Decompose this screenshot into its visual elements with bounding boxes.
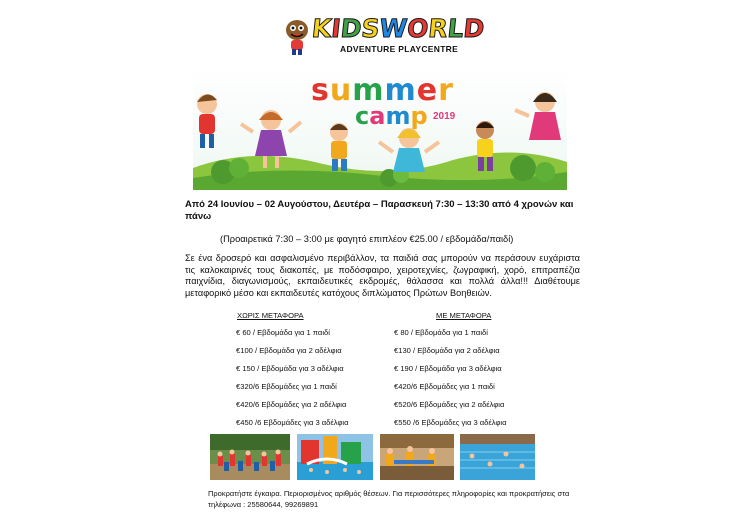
price-row: € 150 / Εβδομάδα για 3 αδέλφια (236, 364, 344, 373)
price-row: €520/6 Εβδομάδες για 2 αδέλφια (394, 400, 505, 409)
price-row: €320/6 Εβδομάδες για 1 παιδί (236, 382, 337, 391)
logo-letter: D (339, 14, 364, 43)
mascot-icon (282, 16, 312, 56)
banner-letter: m (385, 102, 411, 130)
banner-letter: e (416, 73, 439, 108)
footer-note (208, 488, 580, 510)
price-row: €420/6 Εβδομάδες για 2 αδέλφια (236, 400, 347, 409)
schedule-line: Από 24 Ιουνίου – 02 Αυγούστου, Δευτέρα – Παρασκευή 7:30 – 13:30 από 4 χρονών και πάνω (185, 199, 574, 222)
logo-letter: D (462, 14, 486, 43)
logo-subtitle: ADVENTURE PLAYCENTRE (340, 44, 459, 54)
logo-letter: R (426, 14, 450, 43)
logo-letter: L (446, 14, 466, 43)
banner-title-camp (355, 104, 428, 128)
with-transport-header: ΜΕ ΜΕΤΑΦΟΡΑ (436, 311, 492, 320)
without-transport-header: ΧΩΡΙΣ ΜΕΤΑΦΟΡΑ (237, 311, 304, 320)
photo-waterpark (297, 434, 373, 480)
logo-letter: K (310, 14, 333, 43)
price-row: € 80 / Εβδομάδα για 1 παιδί (394, 328, 488, 337)
price-row: €550 /6 Εβδομάδες για 3 αδέλφια (394, 418, 507, 427)
optional-extension-line: (Προαιρετικά 7:30 – 3:00 με φαγητό επιπλέον €25.00 / εβδομάδα/παιδί) (220, 234, 514, 244)
description-paragraph: Σε ένα δροσερό και ασφαλισμένο περιβάλλον, τα παιδιά σας μπορούν να περάσουν ευχάριστα τις καλοκαιρινές τους διακοπές, με ποδόσφαιρο, χειροτεχνίες, ζωγραφική, χορό, επιτραπέζια παιχνίδια, διαγωνισμούς, εκπαιδευτικές εκδρομές, θάλασσα και πολλά άλλα!!! Διαθέτουμε μεταφορικό μέσο και εκπαιδευτές κατόχους διπλώματος Πρώτων Βοηθειών. (185, 253, 580, 298)
banner-letter: u (329, 73, 353, 108)
logo-wordmark (310, 14, 485, 44)
logo-letter: W (377, 14, 409, 43)
photo-group-outdoor (210, 434, 290, 480)
price-row: €450 /6 Εβδομάδες για 3 αδέλφια (236, 418, 349, 427)
price-row: € 60 / Εβδομάδα για 1 παιδί (236, 328, 330, 337)
price-row: €420/6 Εβδομάδες για 1 παιδί (394, 382, 495, 391)
footer-phones: τηλέφωνα : 25580644, 99269891 (208, 500, 319, 509)
footer-line-1: Προκρατήστε έγκαιρα. Περιορισμένος αριθμός θέσεων. Για περισσότερες πληροφορίες και προκρατήσεις στα (208, 489, 570, 498)
logo-letter: O (405, 14, 430, 43)
price-row: €130 / Εβδομάδα για 2 αδέλφια (394, 346, 500, 355)
banner-letter: m (384, 73, 417, 108)
photo-indoor-activity (380, 434, 454, 480)
banner-letter: r (438, 73, 454, 108)
logo-letter: S (359, 14, 382, 43)
banner-letter: s (311, 73, 330, 108)
banner-letter: c (355, 102, 370, 130)
banner-year: 2019 (433, 111, 456, 122)
price-row: €100 / Εβδομάδα για 2 αδέλφια (236, 346, 342, 355)
summer-camp-banner (193, 68, 567, 190)
banner-letter: p (410, 102, 428, 130)
banner-letter: m (352, 73, 385, 108)
photo-swimming-pool (460, 434, 535, 480)
logo-letter: I (329, 14, 343, 43)
kidsworld-logo (282, 14, 486, 58)
banner-letter: a (369, 102, 386, 130)
price-row: € 190 / Εβδομάδα για 3 αδέλφια (394, 364, 502, 373)
